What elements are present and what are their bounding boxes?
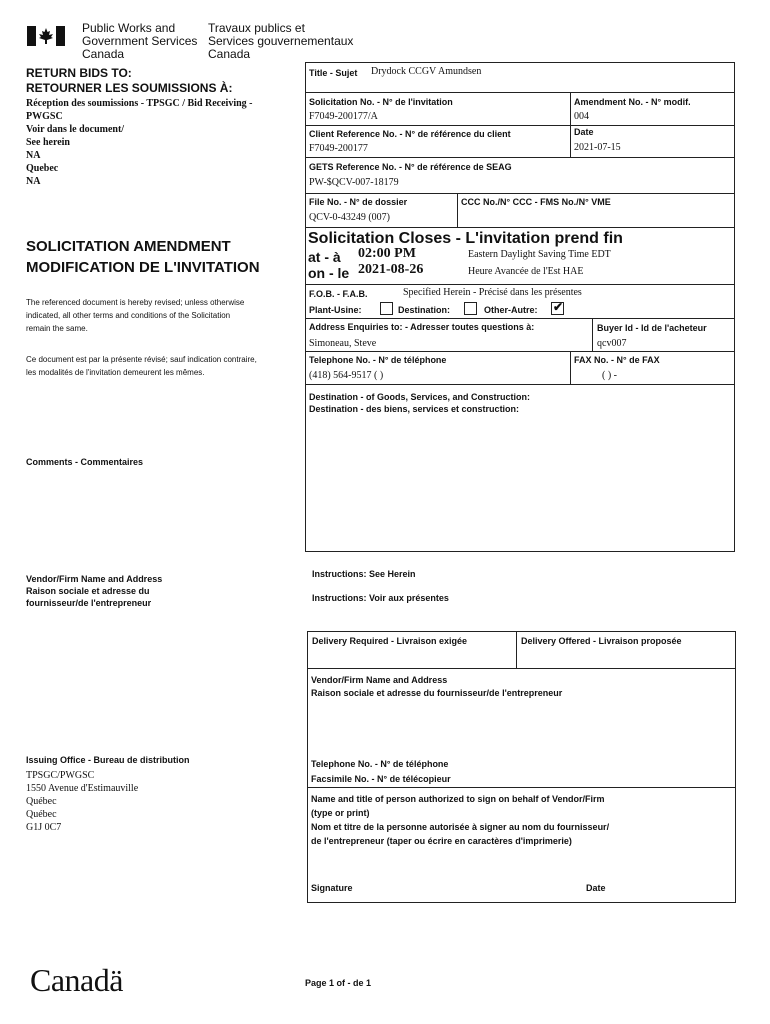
closing-at-label: at - à	[308, 249, 341, 265]
client-reference-value: F7049-200177	[309, 143, 368, 154]
issuing-office-address: TPSGC/PWGSC 1550 Avenue d'Estimauville Québec Québec G1J 0C7	[26, 770, 139, 833]
address-enquiries-value: Simoneau, Steve	[309, 338, 377, 349]
amendment-number-value: 004	[574, 111, 589, 122]
delivery-offered-label: Delivery Offered - Livraison proposée	[521, 636, 682, 646]
fax-value: ( ) -	[602, 370, 617, 381]
file-number-value: QCV-0-43249 (007)	[309, 212, 391, 223]
closing-date-value: 2021-08-26	[358, 262, 424, 277]
government-flag-icon	[27, 26, 65, 46]
telephone-label: Telephone No. - N° de téléphone	[309, 355, 447, 365]
canada-wordmark: Canadä	[30, 962, 123, 998]
checkmark-icon: ✔	[553, 300, 564, 314]
plant-checkbox[interactable]	[380, 302, 393, 315]
comments-label: Comments - Commentaires	[26, 457, 144, 467]
title-value: Drydock CCGV Amundsen	[371, 66, 482, 77]
instructions-en: Instructions: See Herein	[312, 569, 416, 579]
date-label: Date	[574, 127, 594, 137]
plant-label: Plant-Usine:	[309, 305, 362, 315]
solicitation-number-label: Solicitation No. - N° de l'invitation	[309, 97, 453, 107]
department-name-fr: Travaux publics et Services gouvernementaux Canada	[208, 21, 354, 61]
timezone-en: Eastern Daylight Saving Time EDT	[468, 249, 611, 260]
issuing-office-label: Issuing Office - Bureau de distribution	[26, 755, 190, 765]
return-bids-heading: RETURN BIDS TO: RETOURNER LES SOUMISSIONS À:	[26, 66, 233, 95]
gets-reference-value: PW-$QCV-007-18179	[309, 177, 399, 188]
signature-label: Signature	[311, 883, 353, 893]
department-name-en: Public Works and Government Services Canada	[82, 21, 198, 61]
vendor-address-label: Vendor/Firm Name and Address Raison sociale et adresse du fournisseur/de l'entrepreneur	[26, 574, 163, 608]
client-reference-label: Client Reference No. - N° de référence du client	[309, 129, 511, 139]
vendor-facsimile-label: Facsimile No. - N° de télécopieur	[311, 774, 451, 784]
ccc-number-label: CCC No./N° CCC - FMS No./N° VME	[461, 197, 611, 207]
delivery-required-label: Delivery Required - Livraison exigée	[312, 636, 468, 646]
telephone-value: (418) 564-9517 ( )	[309, 370, 384, 381]
date-value: 2021-07-15	[574, 142, 621, 153]
solicitation-number-value: F7049-200177/A	[309, 111, 378, 122]
amendment-number-label: Amendment No. - N° modif.	[574, 97, 691, 107]
timezone-fr: Heure Avancée de l'Est HAE	[468, 266, 584, 277]
revision-notice-en: The referenced document is hereby revised; unless otherwise indicated, all other terms and conditions of the Solicitation remain the same.	[26, 298, 245, 333]
page-number: Page 1 of - de 1	[305, 978, 372, 988]
authorized-signatory-label: Name and title of person authorized to sign on behalf of Vendor/Firm (type or print) Nom et titre de la personne autorisée à signer au nom du fournisseur/ de l'entrepreneur (taper ou écrire en caractères d'imprimerie)	[311, 794, 610, 846]
gets-reference-label: GETS Reference No. - N° de référence de SEAG	[309, 162, 512, 172]
instructions-fr: Instructions: Voir aux présentes	[312, 593, 449, 603]
destination-checkbox-label: Destination:	[398, 305, 451, 315]
solicitation-closes-label: Solicitation Closes - L'invitation prend fin	[308, 230, 623, 247]
title-label: Title - Sujet	[309, 68, 358, 78]
vendor-name-address-label: Vendor/Firm Name and Address Raison sociale et adresse du fournisseur/de l'entrepreneur	[311, 675, 563, 698]
closing-on-label: on - le	[308, 265, 350, 281]
destination-checkbox[interactable]	[464, 302, 477, 315]
other-label: Other-Autre:	[484, 305, 538, 315]
return-address: Réception des soumissions - TPSGC / Bid Receiving - PWGSC Voir dans le document/ See herein NA Quebec NA	[26, 98, 253, 187]
vendor-telephone-label: Telephone No. - N° de téléphone	[311, 759, 449, 769]
signature-date-label: Date	[586, 883, 606, 893]
file-number-label: File No. - N° de dossier	[309, 197, 408, 207]
amendment-title: SOLICITATION AMENDMENT MODIFICATION DE L'INVITATION	[26, 238, 260, 276]
closing-time-value: 02:00 PM	[358, 246, 416, 261]
fob-label: F.O.B. - F.A.B.	[309, 289, 368, 299]
buyer-id-value: qcv007	[597, 338, 627, 349]
other-checkbox[interactable]	[551, 302, 564, 315]
destination-label: Destination - of Goods, Services, and Construction: Destination - des biens, services et construction:	[309, 392, 531, 414]
fob-value: Specified Herein - Précisé dans les présentes	[403, 287, 582, 298]
revision-notice-fr: Ce document est par la présente révisé; sauf indication contraire, les modalités de l'invitation demeurent les mêmes.	[26, 355, 257, 377]
buyer-id-label: Buyer Id - Id de l'acheteur	[597, 323, 707, 333]
address-enquiries-label: Address Enquiries to: - Adresser toutes questions à:	[309, 322, 535, 332]
fax-label: FAX No. - N° de FAX	[574, 355, 660, 365]
